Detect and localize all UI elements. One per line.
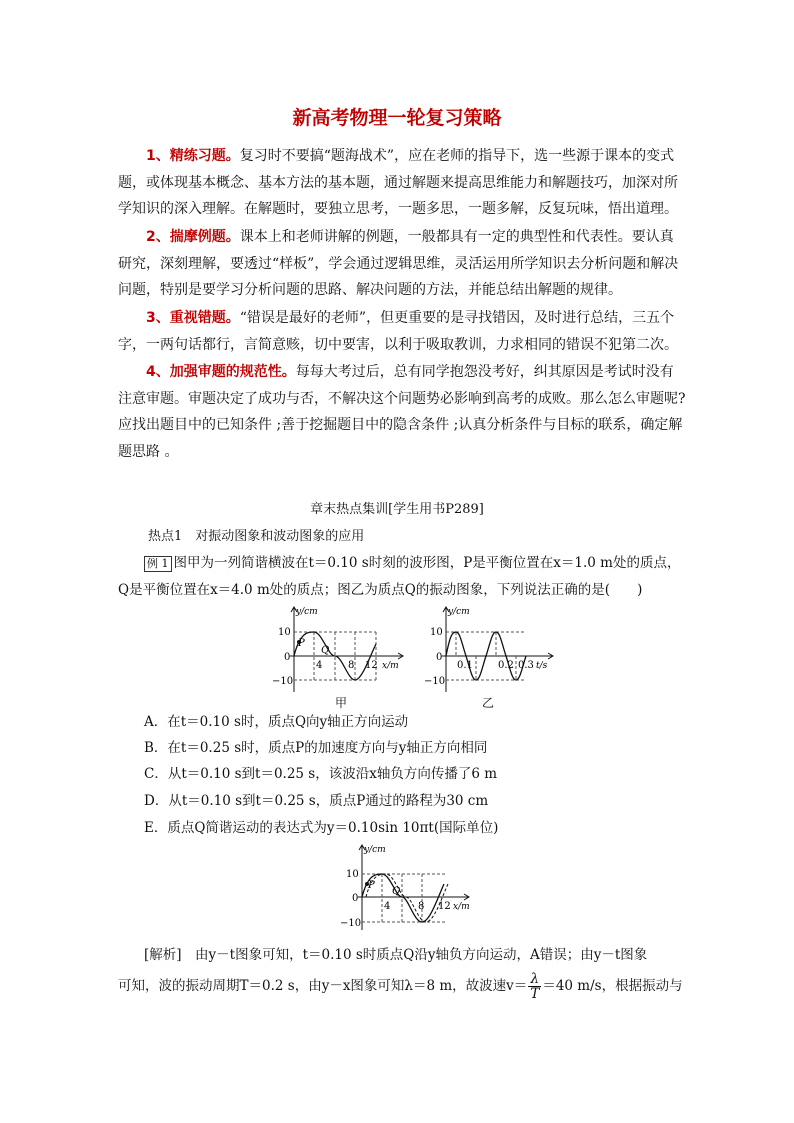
solution-text: 可知，波的振动周期T＝0.2 s，由y－x图象可知λ＝8 m，故波速v＝	[118, 978, 528, 994]
y-tick: 10	[278, 627, 291, 638]
label-p: P	[298, 638, 305, 649]
y-tick: 0	[436, 652, 443, 663]
figure-solution-wave	[336, 842, 476, 932]
section-header: 章末热点集训[学生用书P289]	[310, 502, 484, 517]
shifted-wave-curve	[366, 874, 448, 922]
hotspot-title: 热点1 对振动图象和波动图象的应用	[148, 529, 365, 544]
strategy-4	[118, 359, 686, 465]
strategy-2	[118, 224, 686, 304]
y-tick: −10	[272, 676, 294, 687]
figure-jia-wave	[270, 604, 410, 694]
strategy-label: 1、精练习题。	[146, 148, 240, 164]
x-axis-label: x/m	[453, 902, 470, 912]
solution-text: [解析] 由y－t图象可知，t＝0.10 s时质点Q沿y轴负方向运动，A错误；由y－t图象	[144, 947, 648, 963]
example-badge: 例 1	[144, 556, 172, 572]
solution-line-1	[118, 939, 688, 971]
caption-jia: 甲	[335, 696, 348, 710]
y-tick: −10	[424, 676, 446, 687]
y-axis-label: y/cm	[364, 845, 386, 855]
y-axis-label: y/cm	[448, 607, 470, 617]
x-tick: 8	[348, 660, 355, 671]
x-tick: 12	[365, 660, 378, 671]
strategy-text: 每每大考过后，总有同学抱怨没考好，纠其原因是考试时没有注意审题。审题决定了成功与否，不解决这个问题势必影响到高考的成败。那么怎么审题呢?应找出题目中的已知条件 ;善于挖掘题目中的隐含条件 ;认真分析条件与目标的联系，确定解题思路 。	[118, 364, 686, 460]
t-tick: 0.3	[518, 660, 534, 671]
t-tick: 0.1	[457, 660, 473, 671]
y-tick: 0	[352, 893, 359, 904]
option-d: D．从t＝0.10 s到t＝0.25 s，质点P通过的路程为30 cm	[144, 793, 489, 809]
x-tick: 12	[438, 901, 451, 912]
strategy-3	[118, 305, 686, 358]
option-a: A．在t＝0.10 s时，质点Q向y轴正方向运动	[144, 714, 409, 730]
y-tick: 10	[346, 869, 359, 880]
fraction	[528, 972, 541, 1001]
solution-text: ＝40 m/s，根据振动与	[542, 978, 683, 994]
option-c: C．从t＝0.10 s到t＝0.25 s，该波沿x轴负方向传播了6 m	[144, 766, 498, 782]
strategy-text: 复习时不要搞“题海战术”，应在老师的指导下，选一些源于课本的变式题，或体现基本概念、基本方法的基本题，通过解题来提高思维能力和解题技巧，加深对所学知识的深入理解。在解题时，要独立思考，一题多思，一题多解，反复玩味，悟出道理。	[118, 148, 678, 217]
t-axis-label: t/s	[536, 661, 548, 671]
y-tick: −10	[340, 918, 362, 929]
strategy-text: “错误是最好的老师”，但更重要的是寻找错因，及时进行总结，三五个字，一两句话都行，言简意赅，切中要害，以利于吸取教训，力求相同的错误不犯第二次。	[118, 310, 678, 353]
solution-line-2	[118, 970, 688, 1002]
strategy-1	[118, 143, 686, 223]
x-tick: 4	[384, 901, 391, 912]
fraction-numerator: λ	[528, 972, 541, 987]
page-title: 新高考物理一轮复习策略	[292, 107, 502, 129]
x-axis-label: x/m	[382, 661, 399, 671]
x-tick: 8	[418, 901, 425, 912]
fraction-denominator: T	[530, 986, 540, 1002]
strategy-label: 2、揣摩例题。	[146, 229, 240, 245]
strategy-text: 课本上和老师讲解的例题，一般都具有一定的典型性和代表性。要认真研究，深刻理解，要透过“样板”，学会通过逻辑思维，灵活运用所学知识去分析问题和解决问题，特别是要学习分析问题的思路、解决问题的方法，并能总结出解题的规律。	[118, 229, 679, 298]
label-q: Q	[392, 886, 401, 897]
label-p: P	[368, 880, 375, 891]
figure-yi-vibration	[420, 604, 560, 694]
label-q: Q	[321, 645, 330, 656]
option-e: E．质点Q简谐运动的表达式为y＝0.10sin 10πt(国际单位)	[144, 820, 499, 836]
y-tick: 10	[430, 627, 443, 638]
option-b: B．在t＝0.25 s时，质点P的加速度方向与y轴正方向相同	[144, 740, 488, 756]
example-question	[118, 550, 688, 604]
x-tick: 4	[316, 660, 323, 671]
y-tick: 0	[284, 652, 291, 663]
strategy-label: 3、重视错题。	[146, 310, 240, 326]
strategy-label: 4、加强审题的规范性。	[146, 364, 296, 380]
t-tick: 0.2	[498, 660, 514, 671]
y-axis-label: y/cm	[296, 607, 318, 617]
caption-yi: 乙	[482, 696, 495, 710]
question-text: 图甲为一列简谐横波在t＝0.10 s时刻的波形图，P是平衡位置在x＝1.0 m处的质点，Q是平衡位置在x＝4.0 m处的质点；图乙为质点Q的振动图象，下列说法正确的是( )	[118, 555, 681, 598]
